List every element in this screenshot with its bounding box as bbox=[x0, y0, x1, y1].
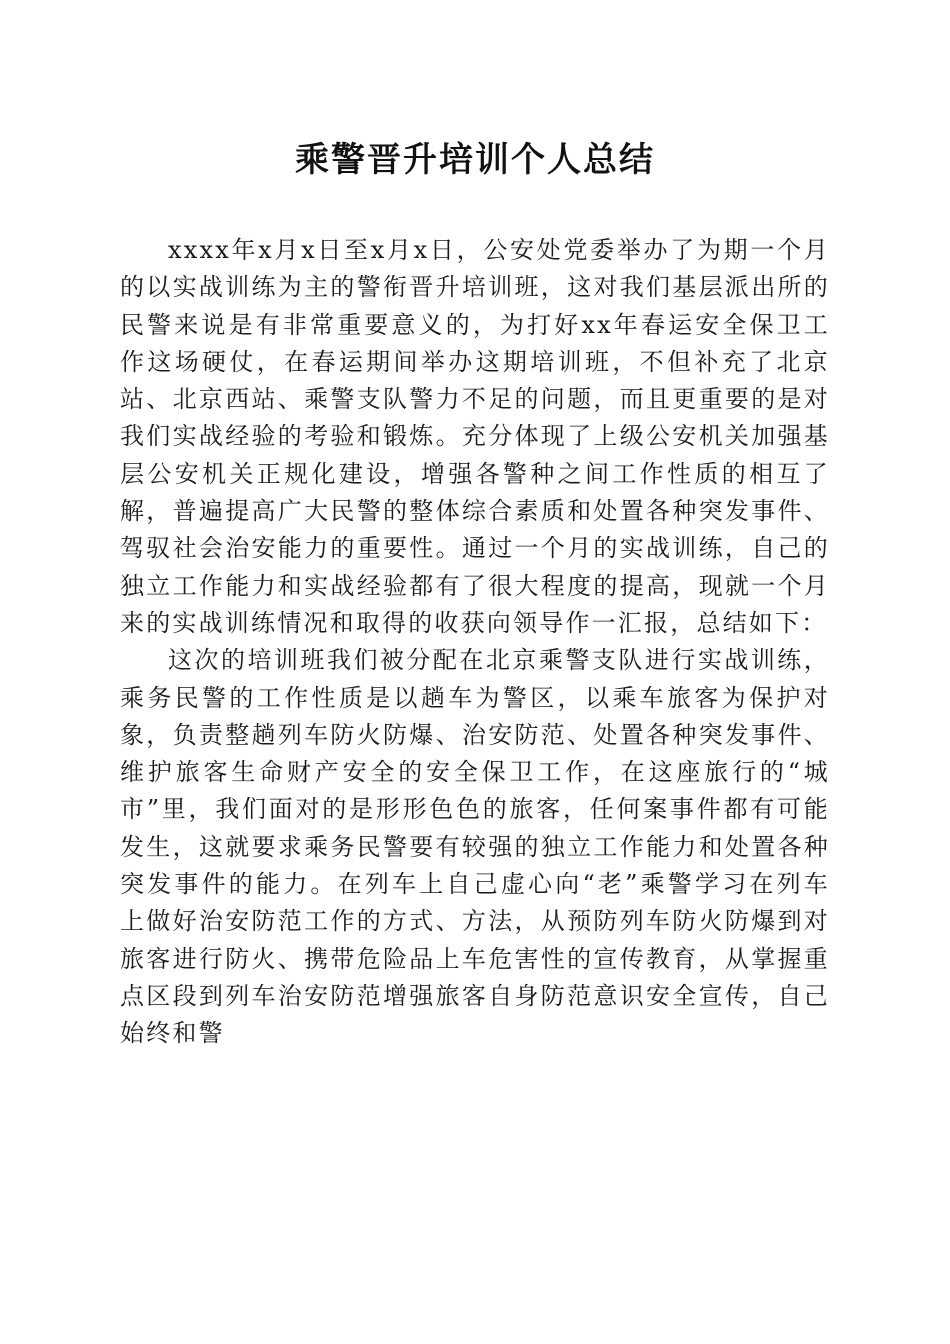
paragraph-1: xxxx年x月x日至x月x日，公安处党委举办了为期一个月的以实战训练为主的警衔晋升培训班，这对我们基层派出所的民警来说是有非常重要意义的，为打好xx年春运安全保卫工作这场硬仗，在春运期间举办这期培训班，不但补充了北京站、北京西站、乘警支队警力不足的问题，而且更重要的是对我们实战经验的考验和锻炼。充分体现了上级公安机关加强基层公安机关正规化建设，增强各警种之间工作性质的相互了解，普遍提高广大民警的整体综合素质和处置各种突发事件、驾驭社会治安能力的重要性。通过一个月的实战训练，自己的独立工作能力和实战经验都有了很大程度的提高，现就一个月来的实战训练情况和取得的收获向领导作一汇报，总结如下： bbox=[120, 236, 830, 637]
document-title: 乘警晋升培训个人总结 bbox=[295, 140, 655, 180]
paragraph-2: 这次的培训班我们被分配在北京乘警支队进行实战训练，乘务民警的工作性质是以趟车为警区，以乘车旅客为保护对象，负责整趟列车防火防爆、治安防范、处置各种突发事件、维护旅客生命财产安全的安全保卫工作，在这座旅行的“城市”里，我们面对的是形形色色的旅客，任何案事件都有可能发生，这就要求乘务民警要有较强的独立工作能力和处置各种突发事件的能力。在列车上自己虚心向“老”乘警学习在列车上做好治安防范工作的方式、方法，从预防列车防火防爆到对旅客进行防火、携带危险品上车危害性的宣传教育，从掌握重点区段到列车治安防范增强旅客自身防范意识安全宣传，自己始终和警 bbox=[120, 646, 830, 1048]
document-body bbox=[120, 232, 830, 1053]
